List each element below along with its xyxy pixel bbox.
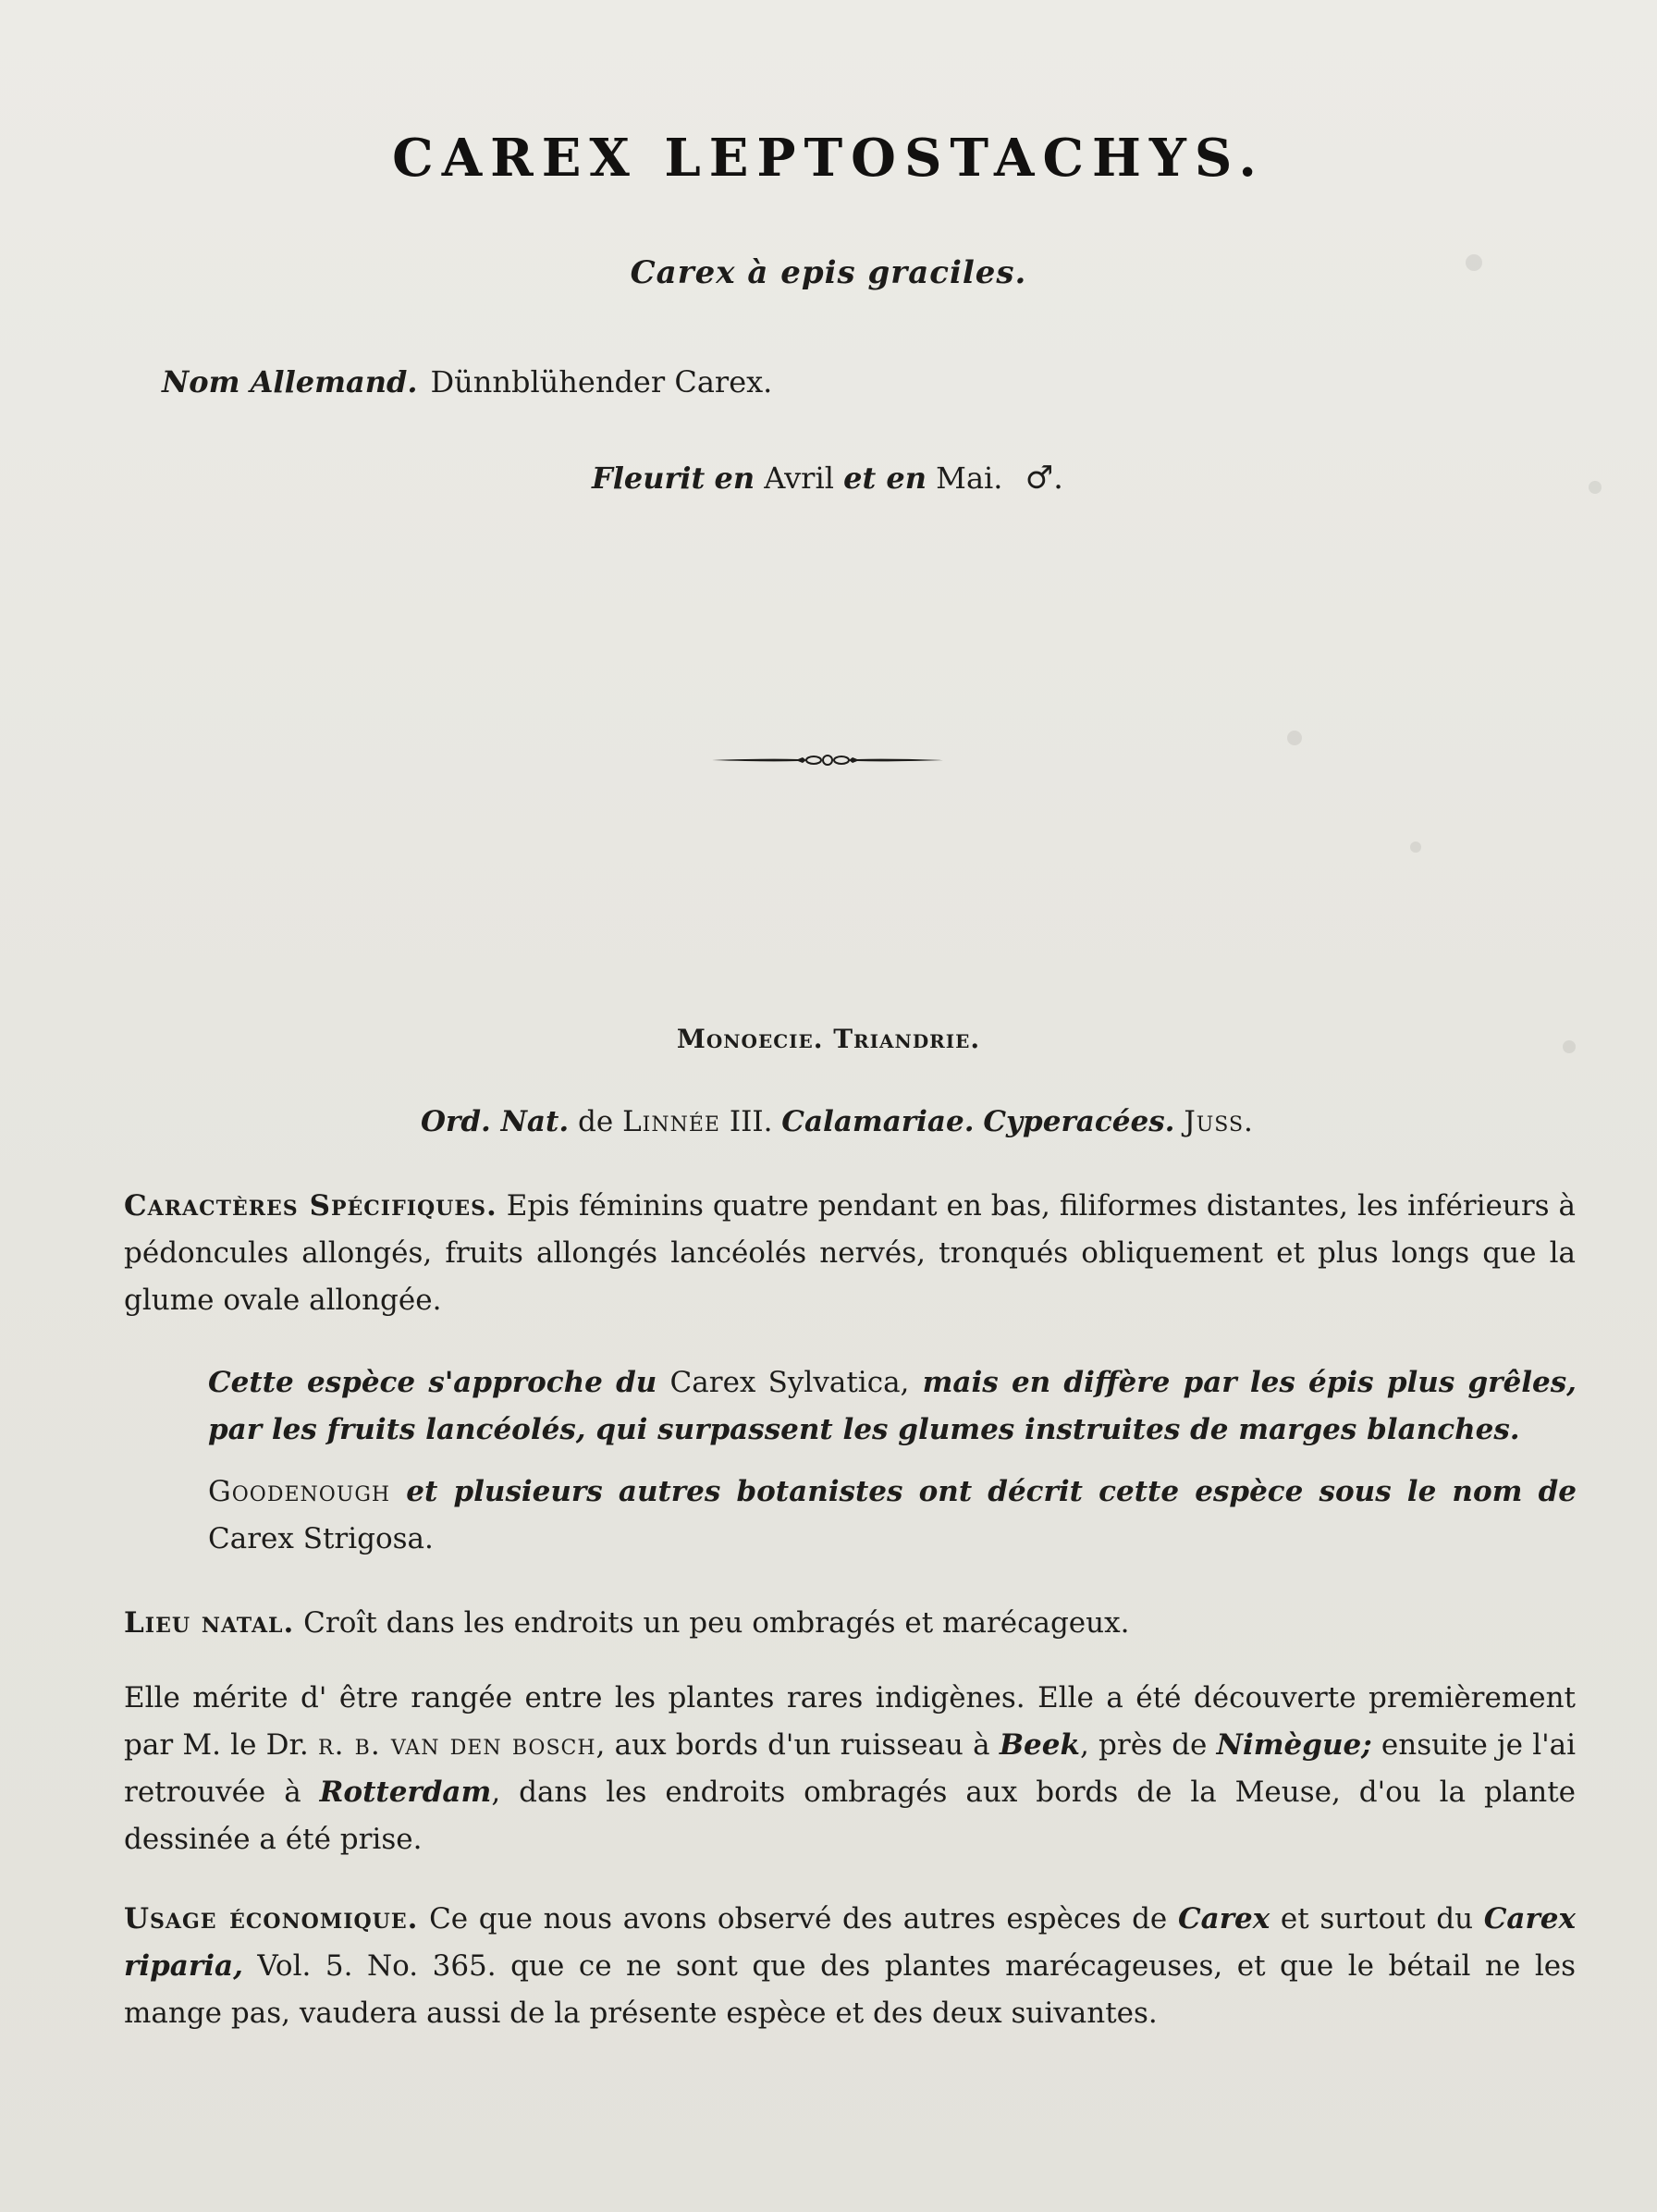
natural-order-line: [421, 1105, 1254, 1138]
german-name-value: Dünnblühender Carex.: [430, 364, 773, 399]
paper-spot: [1410, 842, 1421, 853]
paragraph-text: mais en diffère par les épis plus grêles, par les fruits lancéolés, qui surpassent les glumes instruites de marges blanches.: [208, 1366, 1577, 1446]
person-name: r. b. van den bosch: [318, 1728, 596, 1762]
natural-order-author: Linnée: [622, 1105, 720, 1138]
genus-name: Carex: [1177, 1902, 1270, 1936]
species-name: Carex Strigosa.: [208, 1522, 434, 1555]
economic-usage-paragraph: [124, 1896, 1576, 2037]
german-name-line: [162, 364, 772, 399]
paragraph-heading: Lieu natal.: [124, 1606, 295, 1640]
discovery-paragraph: [124, 1675, 1576, 1863]
place-name: Beek: [999, 1728, 1080, 1762]
paragraph-heading: Caractères Spécifiques.: [124, 1189, 497, 1223]
place-name: Nimègue;: [1216, 1728, 1372, 1762]
natural-order-author: Juss.: [1184, 1105, 1254, 1138]
page-title: CAREX LEPTOSTACHYS.: [392, 128, 1265, 189]
specific-characters-paragraph: [124, 1183, 1576, 1324]
paragraph-text: , dans les endroits ombragés aux bords de la Meuse, d'ou la plante dessinée a été prise.: [124, 1776, 1576, 1856]
natural-order-class: III.: [729, 1105, 773, 1138]
paragraph-text: Vol. 5. No. 365. que ce ne sont que des plantes marécageuses, et que le bétail ne les mange pas, vaudera aussi de la présente espèce et des deux suivantes.: [124, 1949, 1576, 2030]
synonym-paragraph: [208, 1469, 1577, 1563]
natural-order-label: Ord. Nat.: [421, 1105, 570, 1138]
flowering-line: [592, 460, 1063, 497]
flowering-month: Mai.: [936, 461, 1003, 496]
german-name-label: Nom Allemand.: [162, 364, 418, 399]
paragraph-text: ensuite je l'ai retrouvée à: [124, 1728, 1577, 1809]
natural-order-family: Cyperacées.: [983, 1105, 1175, 1138]
flowering-word: et en: [843, 461, 927, 496]
author-name: Goodenough: [208, 1475, 391, 1508]
flowering-word: Fleurit: [592, 461, 706, 496]
paragraph-text: Ce que nous avons observé des autres espèces de: [429, 1902, 1168, 1936]
species-name: Carex Sylvatica,: [669, 1366, 910, 1399]
paragraph-text: , aux bords d'un ruisseau à: [595, 1728, 990, 1762]
natural-order-text: de: [578, 1105, 614, 1138]
paragraph-text: Epis féminins quatre pendant en bas, filiformes distantes, les inférieurs à pédoncules allongés, fruits allongés lancéolés nervés, tronqués obliquement et plus longs que la glume ovale allongée.: [124, 1189, 1576, 1317]
paragraph-text: Croît dans les endroits un peu ombragés et marécageux.: [303, 1606, 1130, 1640]
comparison-paragraph: [208, 1359, 1577, 1454]
paragraph-heading: Usage économique.: [124, 1902, 419, 1936]
rule-ornament-icon: [710, 749, 945, 771]
paragraph-text: Cette espèce s'approche du: [208, 1366, 657, 1399]
paragraph-text: et surtout du: [1280, 1902, 1474, 1936]
paragraph-text: et plusieurs autres botanistes ont décrit cette espèce sous le nom de: [406, 1475, 1577, 1508]
linnaean-classification: Monoecie. Triandrie.: [676, 1024, 981, 1054]
paper-spot: [1589, 481, 1602, 494]
habitat-paragraph: [124, 1600, 1576, 1647]
species-name: Carex riparia,: [124, 1902, 1576, 1983]
paragraph-text: Elle mérite d' être rangée entre les plantes rares indigènes. Elle a été découverte premièrement par M. le Dr.: [124, 1681, 1576, 1762]
paragraph-text: , près de: [1079, 1728, 1208, 1762]
natural-order-group: Calamariae.: [781, 1105, 975, 1138]
paper-spot: [1287, 731, 1302, 745]
place-name: Rotterdam: [319, 1776, 492, 1809]
subtitle: Carex à epis graciles.: [630, 254, 1027, 291]
flowering-word: en: [714, 461, 755, 496]
male-symbol-icon: ♂.: [1025, 460, 1063, 497]
flowering-month: Avril: [764, 461, 834, 496]
